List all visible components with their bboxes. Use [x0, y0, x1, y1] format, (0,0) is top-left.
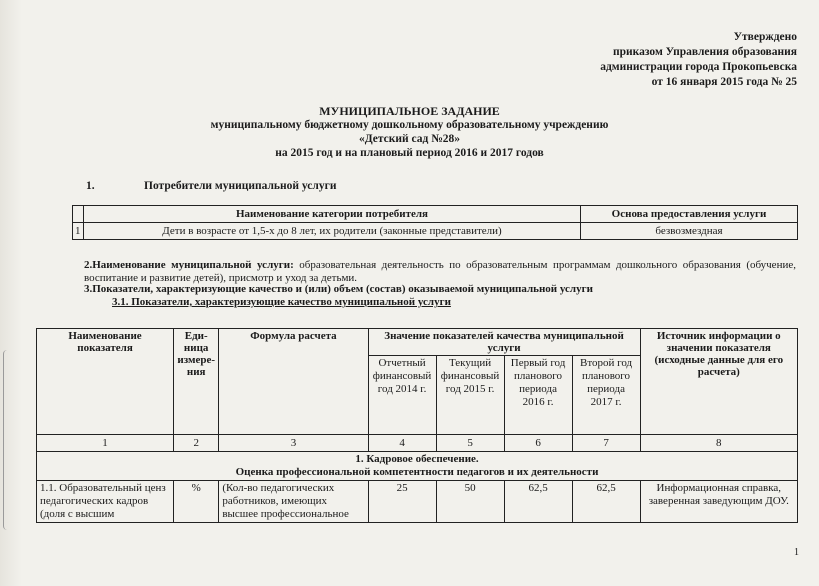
consumers-header-index — [73, 206, 84, 223]
header-formula: Формула расчета — [219, 329, 368, 435]
column-number-1: 1 — [37, 435, 174, 452]
section-2-label: 2.Наименование муниципальной услуги: — [84, 259, 294, 271]
row-value-2016: 62,5 — [504, 481, 572, 523]
row-value-2017: 62,5 — [572, 481, 640, 523]
column-number-7: 7 — [572, 435, 640, 452]
row-value-2015: 50 — [436, 481, 504, 523]
row-value-2014: 25 — [368, 481, 436, 523]
approval-stamp-block — [600, 30, 797, 90]
approval-line-3: администрации города Прокопьевска — [600, 61, 797, 73]
title-line-2: муниципальному бюджетному дошкольному образовательному учреждению — [210, 119, 609, 131]
title-main: МУНИЦИПАЛЬНОЕ ЗАДАНИЕ — [319, 104, 500, 118]
header-year-2016: Первый год планового периода 2016 г. — [504, 356, 572, 435]
column-number-4: 4 — [368, 435, 436, 452]
section-row-subtitle: Оценка профессиональной компетентности педагогов и их деятельности — [235, 466, 599, 478]
table-row — [37, 481, 798, 523]
table-row — [73, 223, 798, 240]
consumers-row-category: Дети в возрасте от 1,5-х до 8 лет, их родители (законные представители) — [84, 223, 581, 240]
row-unit: % — [174, 481, 219, 523]
column-number-6: 6 — [504, 435, 572, 452]
consumers-header-basis: Основа предоставления услуги — [581, 206, 798, 223]
header-indicator-name: Наименование показателя — [37, 329, 174, 435]
column-number-3: 3 — [219, 435, 368, 452]
row-source: Информационная справка, заверенная заведующим ДОУ. — [640, 481, 797, 523]
section-1-number: 1. — [86, 180, 95, 192]
quality-header-row-1 — [37, 329, 798, 356]
column-number-row — [37, 435, 798, 452]
header-year-2014: Отчетный финансовый год 2014 г. — [368, 356, 436, 435]
approval-line-1: Утверждено — [733, 31, 797, 43]
document-title — [0, 104, 819, 160]
quality-indicators-table — [36, 328, 798, 523]
section-2-text: образовательная деятельность по образовательным программам дошкольного образования (обучение, воспитание и развитие детей), присмотр и уход за детьми. — [84, 259, 796, 284]
section-1-title: Потребители муниципальной услуги — [144, 180, 337, 192]
column-number-2: 2 — [174, 435, 219, 452]
consumers-row-basis: безвозмездная — [581, 223, 798, 240]
section-3-1-subtitle: 3.1. Показатели, характеризующие качество муниципальной услуги — [112, 296, 451, 308]
header-unit: Еди-ница измере-ния — [174, 329, 219, 435]
section-row-title: 1. Кадровое обеспечение. — [355, 453, 479, 465]
row-indicator-name: 1.1. Образовательный ценз педагогических кадров (доля с высшим — [37, 481, 174, 523]
title-line-4: на 2015 год и на плановый период 2016 и 2017 годов — [275, 147, 544, 159]
column-number-5: 5 — [436, 435, 504, 452]
header-source: Источник информации о значении показателя (исходные данные для его расчета) — [640, 329, 797, 435]
column-number-8: 8 — [640, 435, 797, 452]
header-year-2015: Текущий финансовый год 2015 г. — [436, 356, 504, 435]
header-year-2017: Второй год планового периода 2017 г. — [572, 356, 640, 435]
consumers-row-index: 1 — [73, 223, 84, 240]
staple-mark — [3, 350, 12, 530]
title-line-3: «Детский сад №28» — [358, 133, 461, 145]
row-formula: (Кол-во педагогических работников, имеющих высшее профессиональное — [219, 481, 368, 523]
header-values: Значение показателей качества муниципальной услуги — [368, 329, 640, 356]
section-1-heading — [86, 180, 336, 192]
approval-line-4: от 16 января 2015 года № 25 — [651, 76, 797, 88]
approval-line-2: приказом Управления образования — [613, 46, 797, 58]
section-row-staffing — [37, 452, 798, 481]
section-2-paragraph — [84, 259, 796, 284]
section-3-title: 3.Показатели, характеризующие качество и (или) объем (состав) оказываемой муниципальной услуги — [84, 283, 593, 295]
consumers-table — [72, 205, 798, 240]
page-number: 1 — [794, 547, 799, 558]
consumers-header-row — [73, 206, 798, 223]
consumers-header-category: Наименование категории потребителя — [84, 206, 581, 223]
